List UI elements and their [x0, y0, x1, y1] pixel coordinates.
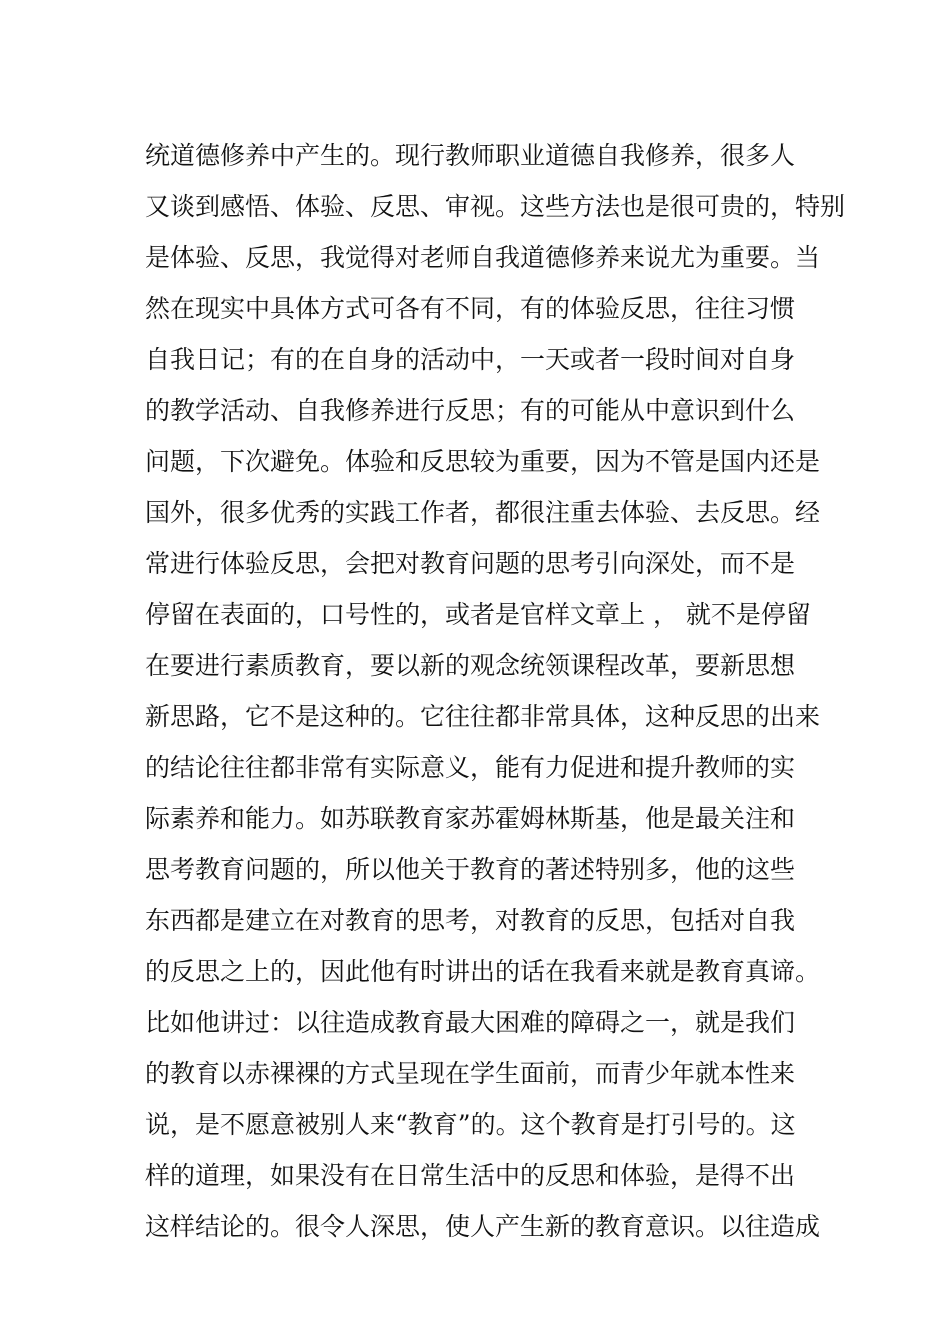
text-line-18: 比如他讲过：以往造成教育最大困难的障碍之一，就是我们	[145, 1008, 796, 1037]
text-line-7: 问题，下次避免。体验和反思较为重要，因为不管是国内还是	[145, 447, 821, 476]
text-line-12: 新思路，它不是这种的。它往往都非常具体，这种反思的出来	[145, 702, 821, 731]
text-line-21: 样的道理，如果没有在日常生活中的反思和体验，是得不出	[145, 1161, 796, 1190]
text-line-20: 说，是不愿意被别人来“教育”的。这个教育是打引号的。这	[145, 1110, 796, 1139]
text-line-10: 停留在表面的，口号性的，或者是官样文章上 ， 就不是停留	[145, 600, 811, 629]
text-line-3: 是体验、反思，我觉得对老师自我道德修养来说尤为重要。当	[145, 243, 821, 272]
text-line-19: 的教育以赤裸裸的方式呈现在学生面前，而青少年就本性来	[145, 1059, 796, 1088]
text-line-8: 国外，很多优秀的实践工作者，都很注重去体验、去反思。经	[145, 498, 821, 527]
text-line-5: 自我日记；有的在自身的活动中，一天或者一段时间对自身	[145, 345, 796, 374]
text-line-15: 思考教育问题的，所以他关于教育的著述特别多，他的这些	[145, 855, 796, 884]
text-line-17: 的反思之上的，因此他有时讲出的话在我看来就是教育真谛。	[145, 957, 821, 986]
text-line-11: 在要进行素质教育，要以新的观念统领课程改革，要新思想	[145, 651, 796, 680]
text-line-16: 东西都是建立在对教育的思考，对教育的反思，包括对自我	[145, 906, 796, 935]
text-line-14: 际素养和能力。如苏联教育家苏霍姆林斯基，他是最关注和	[145, 804, 796, 833]
text-line-2: 又谈到感悟、体验、反思、审视。这些方法也是很可贵的，特别	[145, 192, 846, 221]
text-line-9: 常进行体验反思，会把对教育问题的思考引向深处，而不是	[145, 549, 796, 578]
text-line-1: 统道德修养中产生的。现行教师职业道德自我修养，很多人	[145, 141, 796, 170]
text-line-6: 的教学活动、自我修养进行反思；有的可能从中意识到什么	[145, 396, 796, 425]
text-line-4: 然在现实中具体方式可各有不同，有的体验反思，往往习惯	[145, 294, 796, 323]
text-line-13: 的结论往往都非常有实际意义，能有力促进和提升教师的实	[145, 753, 796, 782]
text-line-22: 这样结论的。很令人深思，使人产生新的教育意识。以往造成	[145, 1212, 821, 1241]
body-text	[145, 130, 846, 1252]
